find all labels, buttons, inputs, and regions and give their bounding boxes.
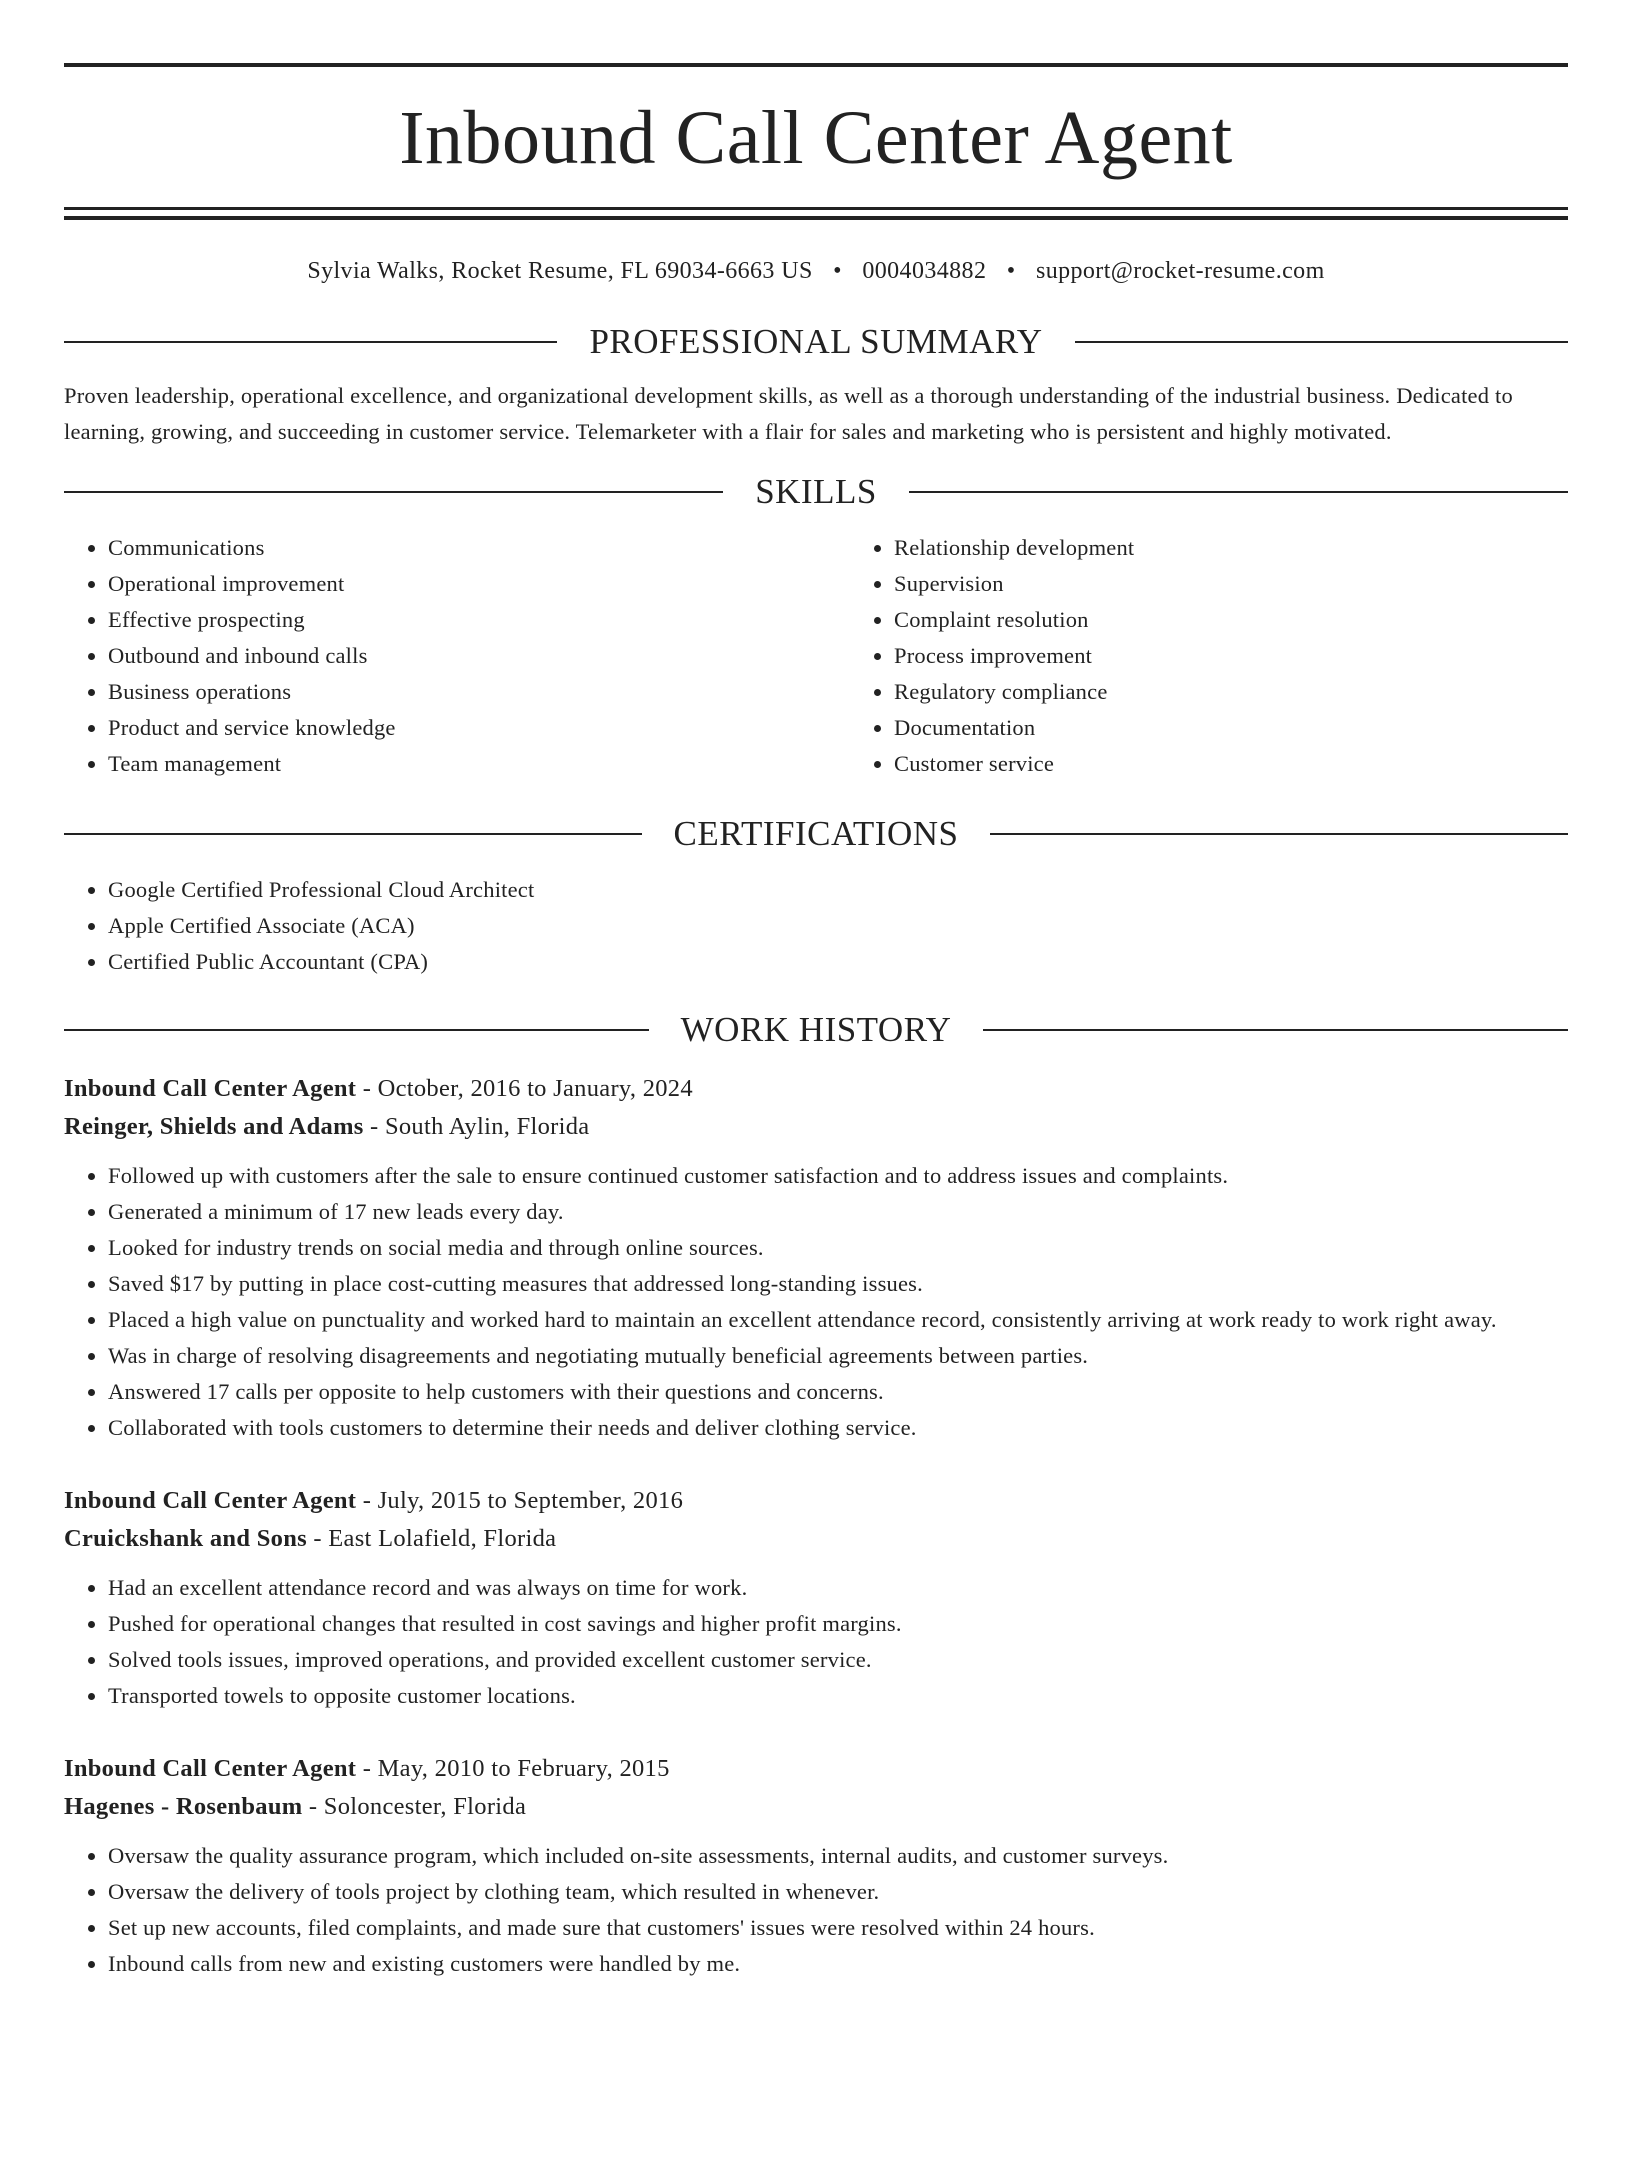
job-entry (64, 1070, 1568, 1446)
summary-text: Proven leadership, operational excellence, and organizational development skills, as well as a thorough understanding of the industrial business. Dedicated to learning, growing, and succeeding in customer service. Telemarketer with a flair for sales and marketing who is persistent and highly motivated. (64, 383, 1513, 444)
job-bullet: • Generated a minimum of 17 new leads every day. (108, 1194, 1568, 1230)
job-dates: May, 2010 to February, 2015 (377, 1755, 670, 1782)
dash: - (356, 1487, 378, 1514)
skill-item: • Relationship development (894, 530, 1568, 566)
contact-separator: • (1006, 258, 1016, 284)
skills-heading (64, 470, 1568, 514)
skill-item: • Product and service knowledge (108, 710, 850, 746)
job-bullet: • Looked for industry trends on social media and through online sources. (108, 1230, 1568, 1266)
dash: - (356, 1755, 378, 1782)
job-entry (64, 1482, 1568, 1714)
contact-email: support@rocket-resume.com (1035, 258, 1325, 284)
job-dates: July, 2015 to September, 2016 (377, 1487, 684, 1514)
heading-rule-left (64, 833, 642, 835)
job-bullet: • Had an excellent attendance record and was always on time for work. (108, 1570, 1568, 1606)
job-title-line (64, 1750, 1568, 1788)
job-bullet: • Transported towels to opposite customer locations. (108, 1678, 1568, 1714)
skill-item: • Documentation (894, 710, 1568, 746)
summary-heading-label: PROFESSIONAL SUMMARY (589, 322, 1043, 361)
job-bullet: • Inbound calls from new and existing customers were handled by me. (108, 1946, 1568, 1982)
job-company: Reinger, Shields and Adams (64, 1113, 364, 1140)
title-divider-bottom (64, 216, 1568, 220)
skill-item: • Team management (108, 746, 850, 782)
skill-item: • Business operations (108, 674, 850, 710)
job-bullets (64, 1570, 1568, 1714)
certification-item: • Certified Public Accountant (CPA) (108, 944, 1568, 980)
dash: - (302, 1793, 324, 1820)
job-bullet: • Set up new accounts, filed complaints, and made sure that customers' issues were resolved within 24 hours. (108, 1910, 1568, 1946)
certifications-heading (64, 812, 1568, 856)
resume-page (0, 63, 1632, 2175)
skill-item: • Regulatory compliance (894, 674, 1568, 710)
skill-item: • Outbound and inbound calls (108, 638, 850, 674)
job-location: South Aylin, Florida (384, 1113, 590, 1140)
heading-rule-right (909, 491, 1568, 493)
skill-item: • Process improvement (894, 638, 1568, 674)
dash: - (363, 1113, 385, 1140)
job-entry (64, 1750, 1568, 1982)
contact-separator: • (833, 258, 842, 284)
job-title-line (64, 1482, 1568, 1520)
skill-item: • Supervision (894, 566, 1568, 602)
heading-rule-left (64, 1029, 649, 1031)
job-company: Cruickshank and Sons (64, 1525, 307, 1552)
job-dates: October, 2016 to January, 2024 (377, 1075, 693, 1102)
job-bullet: • Answered 17 calls per opposite to help customers with their questions and concerns. (108, 1374, 1568, 1410)
skill-item: • Operational improvement (108, 566, 850, 602)
job-bullets (64, 1158, 1568, 1446)
skills-heading-label: SKILLS (755, 472, 877, 511)
skill-item: • Communications (108, 530, 850, 566)
heading-rule-left (64, 491, 723, 493)
certifications-heading-label: CERTIFICATIONS (673, 814, 959, 853)
contact-line (64, 256, 1568, 286)
skill-item: • Effective prospecting (108, 602, 850, 638)
title-divider-top (64, 207, 1568, 210)
work-history-heading (64, 1008, 1568, 1052)
heading-rule-right (983, 1029, 1568, 1031)
contact-phone: 0004034882 (862, 258, 987, 284)
heading-rule-right (990, 833, 1568, 835)
job-company: Hagenes - Rosenbaum (64, 1793, 303, 1820)
job-title-line (64, 1070, 1568, 1108)
contact-address: Sylvia Walks, Rocket Resume, FL 69034-6663 US (307, 258, 813, 284)
job-company-line (64, 1108, 1568, 1146)
heading-rule-left (64, 341, 557, 343)
job-bullets (64, 1838, 1568, 1982)
job-bullet: • Oversaw the quality assurance program, which included on-site assessments, internal audits, and customer surveys. (108, 1838, 1568, 1874)
page-title: Inbound Call Center Agent (399, 96, 1233, 180)
certifications-list (64, 872, 1568, 980)
heading-rule-right (1075, 341, 1568, 343)
dash: - (356, 1075, 378, 1102)
job-title: Inbound Call Center Agent (64, 1755, 357, 1782)
job-title: Inbound Call Center Agent (64, 1075, 357, 1102)
skills-list (64, 530, 1568, 782)
certification-item: • Apple Certified Associate (ACA) (108, 908, 1568, 944)
job-bullet: • Collaborated with tools customers to determine their needs and deliver clothing service. (108, 1410, 1568, 1446)
skills-column-left (64, 530, 850, 782)
job-company-line (64, 1788, 1568, 1826)
job-bullet: • Placed a high value on punctuality and worked hard to maintain an excellent attendance record, consistently arriving at work ready to work right away. (108, 1302, 1568, 1338)
summary-heading (64, 320, 1568, 364)
job-title: Inbound Call Center Agent (64, 1487, 357, 1514)
skill-item: • Customer service (894, 746, 1568, 782)
job-company-line (64, 1520, 1568, 1558)
job-bullet: • Oversaw the delivery of tools project by clothing team, which resulted in whenever. (108, 1874, 1568, 1910)
job-bullet: • Followed up with customers after the sale to ensure continued customer satisfaction and to address issues and complaints. (108, 1158, 1568, 1194)
job-bullet: • Solved tools issues, improved operations, and provided excellent customer service. (108, 1642, 1568, 1678)
certification-item: • Google Certified Professional Cloud Architect (108, 872, 1568, 908)
job-bullet: • Pushed for operational changes that resulted in cost savings and higher profit margins. (108, 1606, 1568, 1642)
job-bullet: • Saved $17 by putting in place cost-cutting measures that addressed long-standing issues. (108, 1266, 1568, 1302)
skill-item: • Complaint resolution (894, 602, 1568, 638)
job-location: Soloncester, Florida (323, 1793, 527, 1820)
dash: - (306, 1525, 329, 1552)
work-history-heading-label: WORK HISTORY (680, 1010, 952, 1049)
skills-column-right (850, 530, 1568, 782)
job-bullet: • Was in charge of resolving disagreements and negotiating mutually beneficial agreements between parties. (108, 1338, 1568, 1374)
top-divider (64, 63, 1568, 67)
job-location: East Lolafield, Florida (328, 1525, 557, 1552)
